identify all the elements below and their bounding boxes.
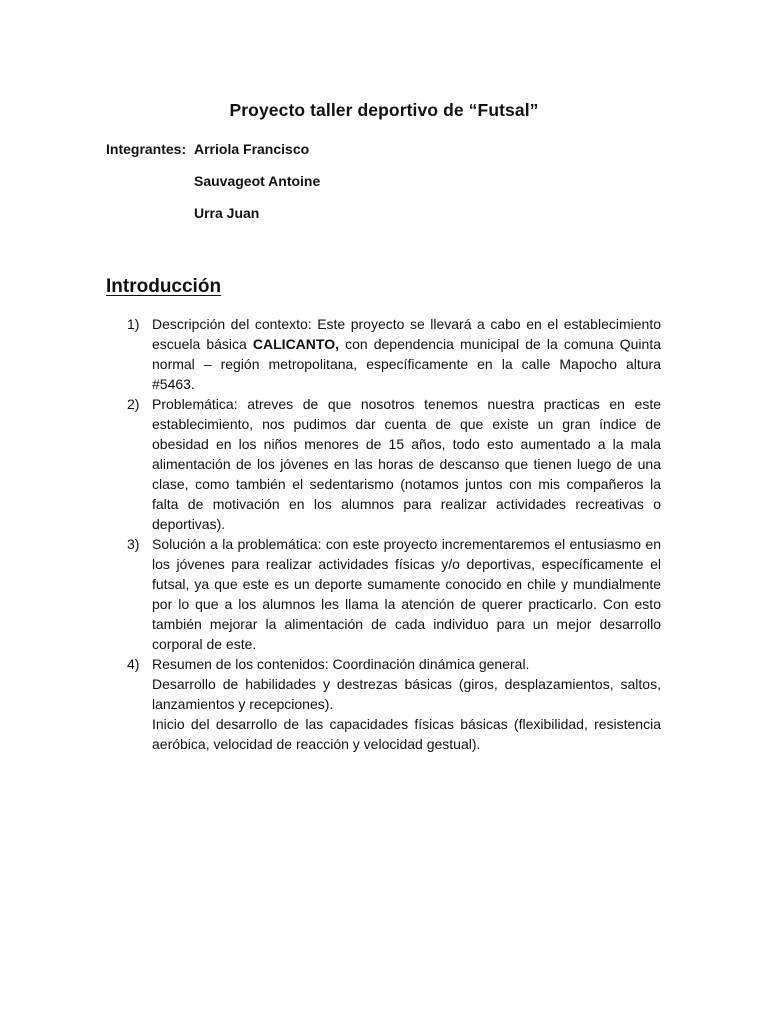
list-item (106, 314, 661, 394)
member-row (106, 173, 320, 205)
item-text-bold: CALICANTO, (252, 336, 339, 352)
members-label: Integrantes: (106, 141, 187, 157)
item-number: 1) (127, 316, 140, 332)
member-name: Arriola Francisco (194, 141, 310, 157)
member-row (106, 205, 320, 237)
list-item (106, 534, 661, 654)
item-sub-paragraph: Inicio del desarrollo de las capacidades físicas básicas (flexibilidad, resistencia aeróbica, velocidad de reacción y velocidad gestual). (152, 716, 661, 752)
item-text-part: Descripción del contexto: Este proyecto se llevará a cabo en el establecimiento escuela básica (152, 316, 661, 352)
member-row (106, 141, 320, 173)
numbered-list (106, 314, 661, 754)
item-number: 2) (127, 396, 140, 412)
item-text (152, 314, 661, 394)
section-heading: Introducción (106, 276, 222, 297)
member-name: Sauvageot Antoine (194, 173, 321, 189)
item-number: 3) (127, 536, 140, 552)
list-item (106, 394, 661, 534)
item-text: Problemática: atreves de que nosotros tenemos nuestra practicas en este establecimiento, nos pudimos dar cuenta de que existe un gran índice de obesidad en los niños menores de 15 años, todo esto aumentado a la mala alimentación de los jóvenes en las horas de descanso que tienen luego de una clase, como también el sedentarismo (notamos juntos con mis compañeros la falta de motivación en los alumnos para realizar actividades recreativas o deportivas). (152, 396, 661, 532)
item-sub-paragraph: Desarrollo de habilidades y destrezas básicas (giros, desplazamientos, saltos, lanzamientos y recepciones). (152, 676, 661, 712)
document-title: Proyecto taller deportivo de “Futsal” (229, 100, 539, 120)
item-text: Solución a la problemática: con este proyecto incrementaremos el entusiasmo en los jóvenes para realizar actividades físicas y/o deportivas, específicamente el futsal, ya que este es un deporte sumamente conocido en chile y mundialmente por lo que a los alumnos les llama la atención de querer practicarlo. Con esto también mejorar la alimentación de cada individuo para un mejor desarrollo corporal de este. (152, 536, 661, 652)
item-text-part: con dependencia municipal de la comuna Quinta normal – región metropolitana, específicamente en la calle Mapocho altura #5463. (152, 336, 661, 392)
member-name: Urra Juan (194, 205, 260, 221)
item-text: Resumen de los contenidos: Coordinación dinámica general. (152, 656, 530, 672)
list-item (106, 654, 661, 754)
members-block (106, 141, 320, 237)
item-number: 4) (127, 656, 140, 672)
